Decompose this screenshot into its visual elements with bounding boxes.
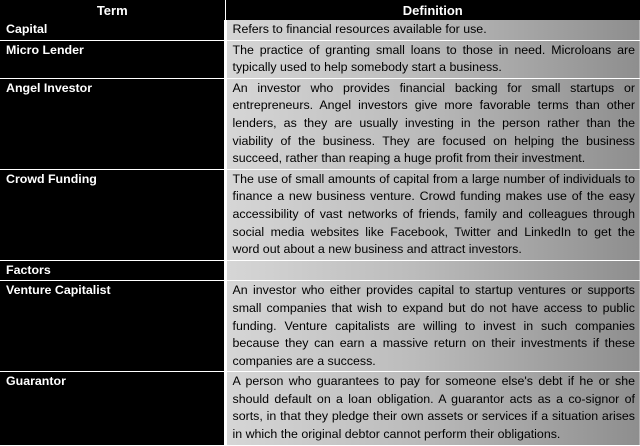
definition-cell: A person who guarantees to pay for someone else's debt if he or she should default on a loan obligation. A guarantor acts as a co-signor of sorts, in that they pledge their own assets or services if a situation arises in which the original debtor cannot perform their obligations. [225, 372, 640, 445]
definition-cell: An investor who provides financial backing for small startups or entrepreneurs. Angel investors give more favorable terms than other lenders, as they are usually investing in the person rather than the viability of the business. They are focused on helping the business succeed, rather than reaping a huge profit from their investment. [225, 78, 640, 169]
term-cell: Capital [0, 20, 225, 40]
table-row [0, 20, 640, 40]
table-row [0, 40, 640, 78]
header-row [0, 0, 640, 20]
definition-cell: An investor who either provides capital to startup ventures or supports small companies that wish to expand but do not have access to public funding. Venture capitalists are willing to invest in such companies because they can earn a massive return on their investments if these companies are a success. [225, 281, 640, 372]
term-cell: Crowd Funding [0, 169, 225, 260]
table-row [0, 260, 640, 281]
table-row [0, 169, 640, 260]
term-cell: Angel Investor [0, 78, 225, 169]
term-cell: Factors [0, 260, 225, 281]
definition-cell: Refers to financial resources available for use. [225, 20, 640, 40]
term-cell: Micro Lender [0, 40, 225, 78]
term-column-header: Term [0, 0, 225, 20]
table-row [0, 372, 640, 445]
table-row [0, 281, 640, 372]
term-cell: Guarantor [0, 372, 225, 445]
definition-cell [225, 260, 640, 281]
definition-cell: The use of small amounts of capital from a large number of individuals to finance a new business venture. Crowd funding makes use of the easy accessibility of vast networks of friends, family and colleagues through social media websites like Facebook, Twitter and LinkedIn to get the word out about a new business and attract investors. [225, 169, 640, 260]
term-cell: Venture Capitalist [0, 281, 225, 372]
table-row [0, 78, 640, 169]
definition-column-header: Definition [225, 0, 640, 20]
definition-cell: The practice of granting small loans to those in need. Microloans are typically used to help somebody start a business. [225, 40, 640, 78]
